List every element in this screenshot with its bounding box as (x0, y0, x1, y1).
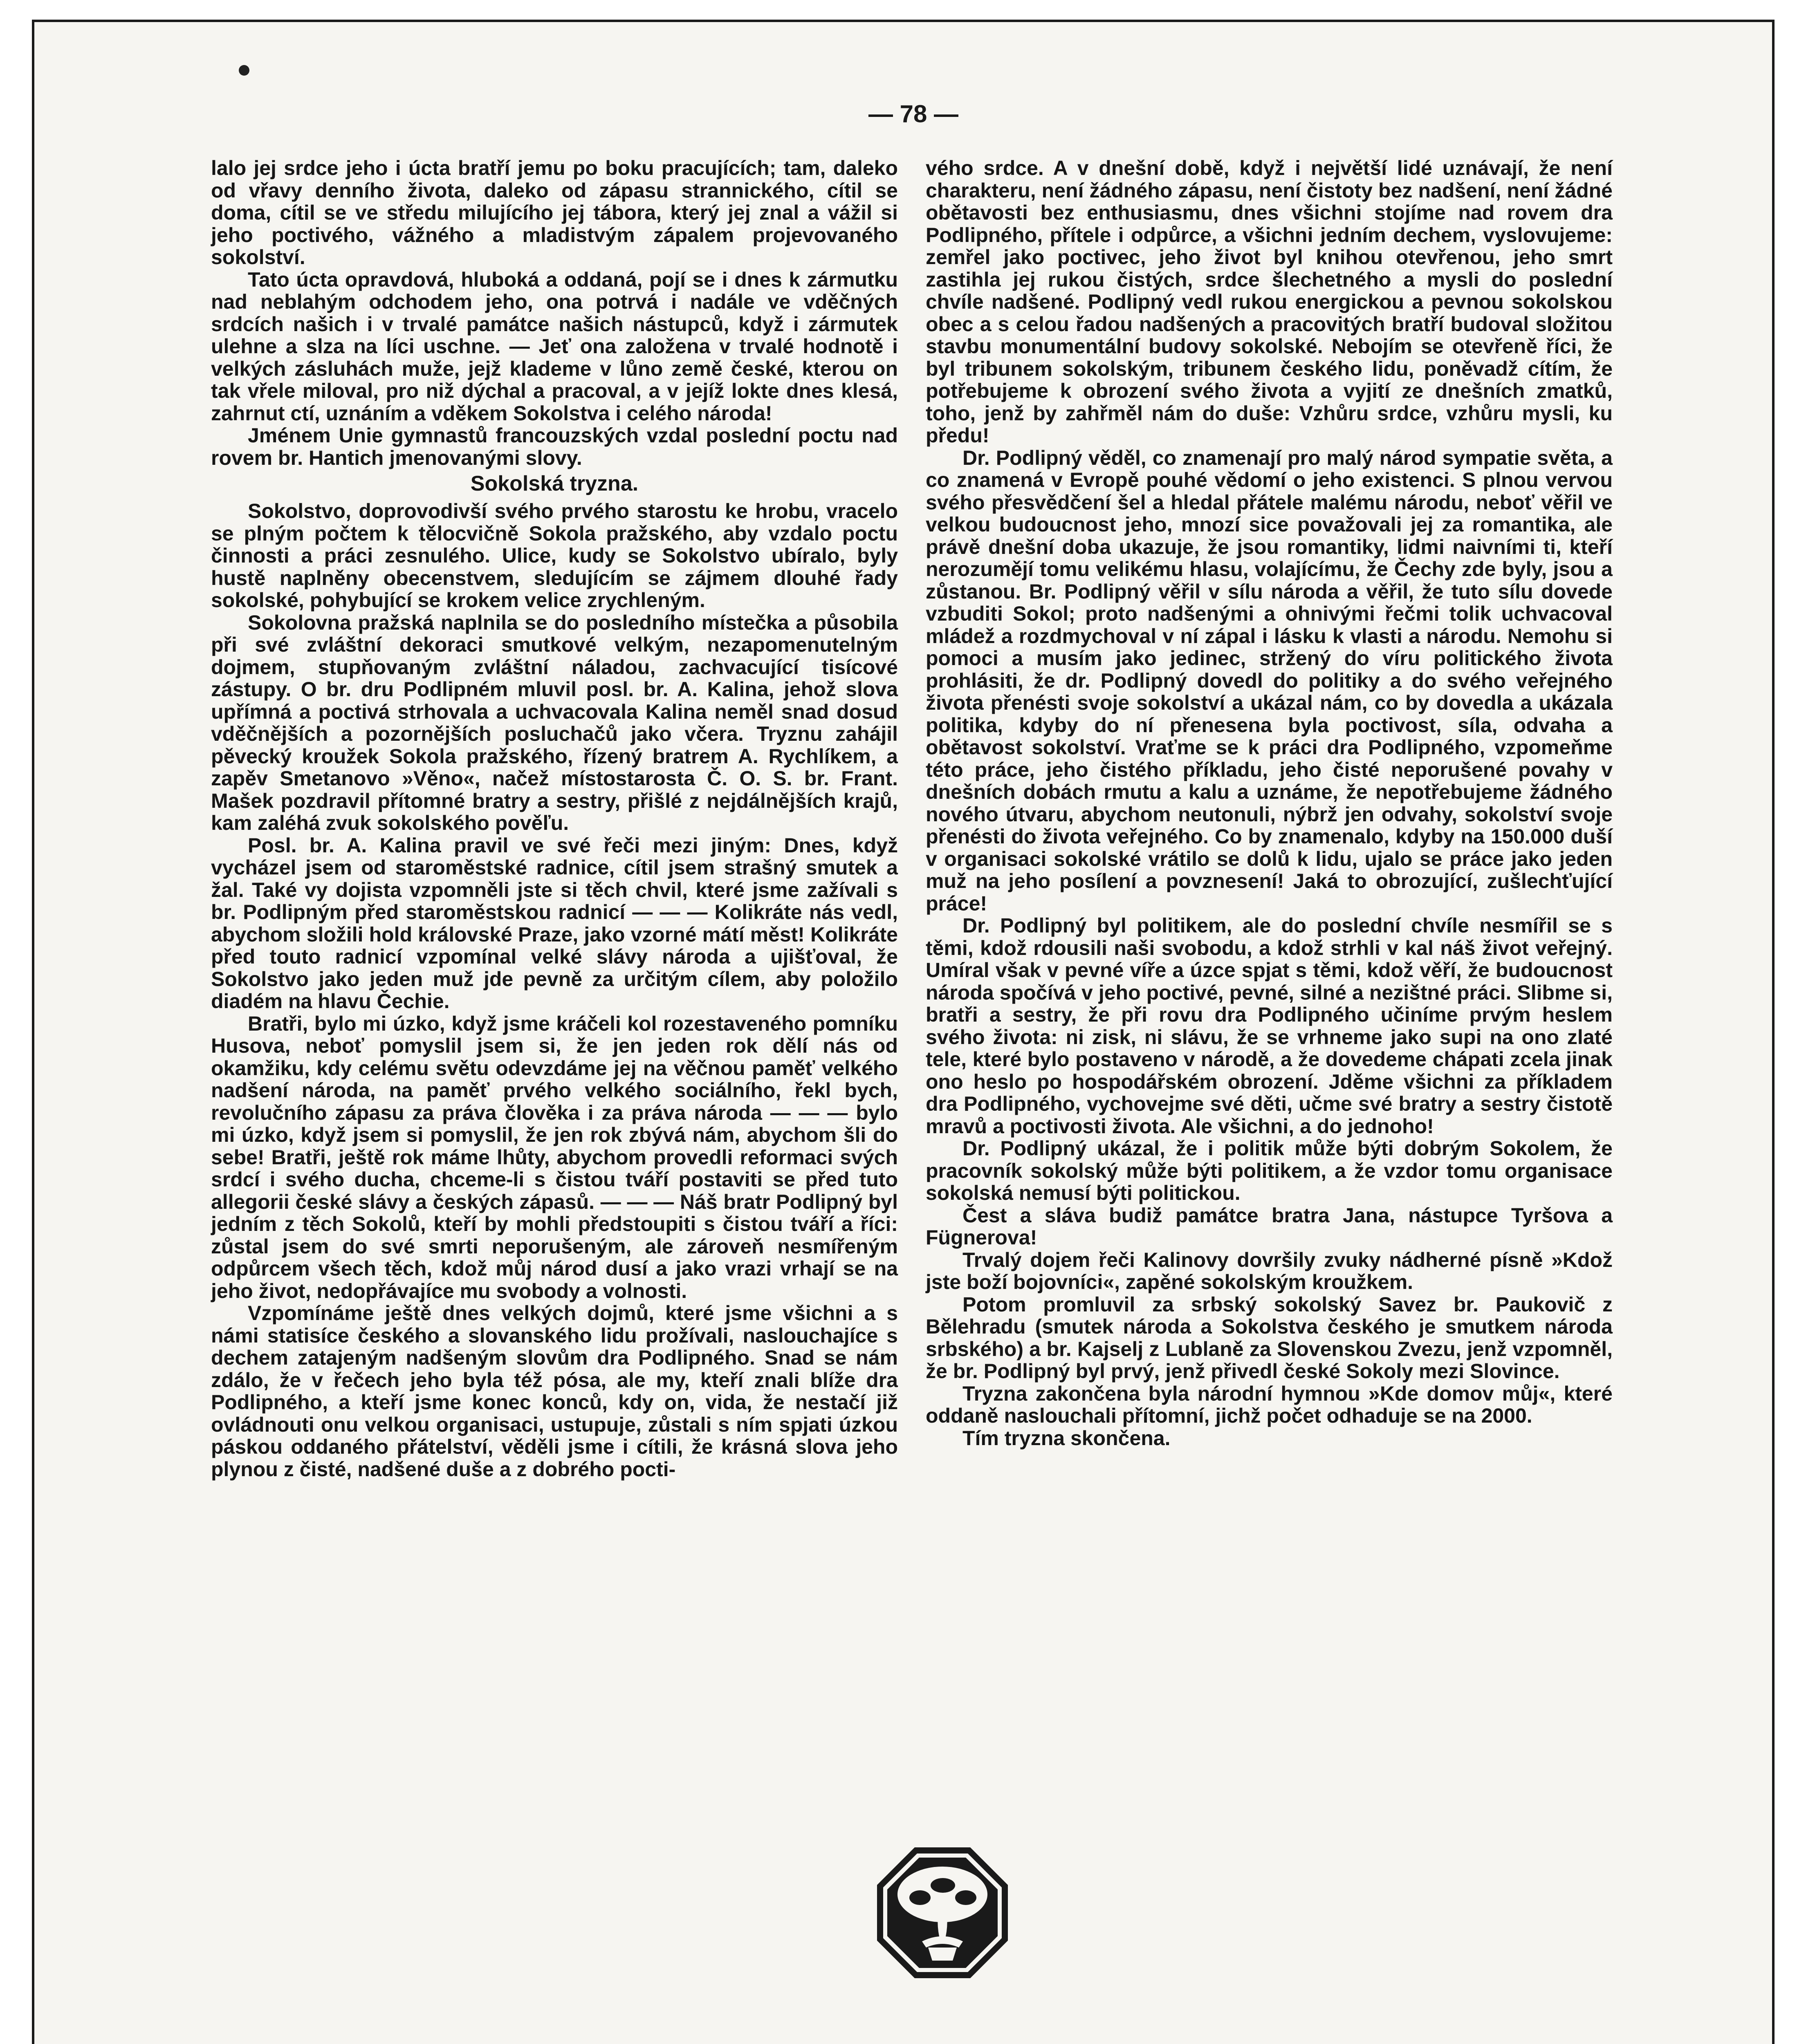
paragraph: Trvalý dojem řeči Kalinovy dovršily zvuky nádherné písně »Kdož jste boží bojovníci«, zapěné sokolským kroužkem. (926, 1248, 1613, 1293)
paragraph: lalo jej srdce jeho i úcta bratří jemu po boku pracujících; tam, daleko od vřavy denního života, daleko od zápasu strannického, cítil se doma, cítil se ve středu milujícího jej tábora, který jej znal a vážil si jeho poctivého, vážného a mladistvým zápalem projevovaného sokolství. (211, 157, 898, 269)
paragraph: Tím tryzna skončena. (962, 1426, 1171, 1450)
left-column (211, 157, 898, 1480)
right-column (926, 157, 1613, 1449)
page-number: — 78 — (868, 100, 959, 128)
paragraph: Posl. br. A. Kalina pravil ve své řeči mezi jiným: Dnes, když vycházel jsem od staroměstské radnice, cítil jsem strašný smutek a žal. Také vy dojista vzpomněli jste si těch chvil, které jsme zažívali s br. Podlipným před staroměstskou radnicí — — — Kolikráte nás vedl, abychom složili hold královské Praze, jako vzorné mátí měst! Kolikráte před touto radnicí vzpomínal velké slávy národa a ujišťoval, že Sokolstvo jako jeden muž jde pevně za určitým cílem, aby položilo diadém na hlavu Čechie. (211, 834, 898, 1013)
paragraph: Bratři, bylo mi úzko, když jsme kráčeli kol rozestaveného pomníku Husova, neboť pomyslil jsem si, že jen jeden rok dělí nás od okamžiku, kdy celému světu odevzdáme jej na věčnou paměť velkého nadšení národa, na paměť prvého velkého sociálního, řekl bych, revolučního zápasu za práva člověka i za práva národa — — — bylo mi úzko, když jsem si pomyslil, že jen rok zbývá nám, abychom šli do sebe! Bratři, ještě rok máme lhůty, abychom provedli reformaci svých srdcí i svého ducha, chceme-li s čistou tváří postaviti se před tuto allegorii české slávy a českých zápasů. — — — Náš bratr Podlipný byl jedním z těch Sokolů, kteří by mohli předstoupiti s čistou tváří a říci: zůstal jsem do své smrti neporušeným, ale zároveň nesmířeným odpůrcem všech těch, kdož můj národ dusí a jako vrazi vrhají se na jeho život, nedopřávajíce mu svobody a volnosti. (211, 1012, 898, 1302)
paragraph: Jménem Unie gymnastů francouzských vzdal poslední poctu nad rovem br. Hantich jmenovanými slovy. (211, 424, 898, 469)
scanned-page (32, 20, 1775, 2044)
paragraph: Vzpomínáme ještě dnes velkých dojmů, které jsme všichni a s námi statisíce českého a slovanského lidu prožívali, naslouchajíce s dechem zatajeným nadšeným slovům dra Podlipného. Snad se nám zdálo, že v řečech jeho byla též pósa, ale my, kteří znali blíže dra Podlipného, a kteří jsme konec konců, kdy on, vida, že nestačí již ovládnouti onu velkou organisaci, ustupuje, zůstali s ním spjati úzkou páskou oddaného přátelství, věděli jsme i cítili, že krásná slova jeho plynou z čisté, nadšené duše a z dobrého pocti- (211, 1302, 898, 1481)
paragraph: Tryzna zakončena byla národní hymnou »Kde domov můj«, které oddaně naslouchali přítomní, jichž počet odhaduje se na 2000. (926, 1382, 1613, 1427)
paragraph: vého srdce. A v dnešní době, když i největší lidé uznávají, že není charakteru, není žádného zápasu, není čistoty bez nadšení, není žádné obětavosti bez enthusiasmu, dnes všichni stojíme nad rovem dra Podlipného, přítele i odpůrce, a všichni jedním dechem, vyslovujeme: zemřel jako poctivec, jeho život byl knihou otevřenou, jeho smrt zastihla jej rukou čistých, srdce šlechetného a mysli do poslední chvíle nadšené. Podlipný vedl rukou energickou a pevnou sokolskou obec a s celou řadou nadšených a pracovitých bratří budoval složitou stavbu monumentální budovy sokolské. Nebojím se otevřeně říci, že byl tribunem sokolským, tribunem českého lidu, poněvadž cítím, že potřebujeme k obrození svého života a vyjití ze dnešních zmatků, toho, jenž by zahřměl nám do duše: Vzhůru srdce, vzhůru mysli, ku předu! (926, 157, 1613, 447)
paragraph: Potom promluvil za srbský sokolský Savez br. Paukovič z Bělehradu (smutek národa a Sokolstva českého je smutkem národa srbského) a br. Kajselj z Lublaně za Slovenskou Zvezu, jenž vzpomněl, že br. Podlipný byl prvý, jenž přivedl české Sokoly mezi Slovince. (926, 1293, 1613, 1383)
paragraph: Dr. Podlipný byl politikem, ale do poslední chvíle nesmířil se s těmi, kdož rdousili naši svobodu, a kdož strhli v kal náš život veřejný. Umíral však v pevné víře a úzce spjat s těmi, kdož věří, že budoucnost národa spočívá v jeho poctivé, pevné, silné a nezištné práci. Slibme si, bratři a sestry, že při rovu dra Podlipného učiníme prvým heslem svého života: ni zisk, ni slávu, že se vrhneme jako supi na ono zlaté tele, které bylo postaveno v národě, a že dovedeme chápati zcela jinak ono heslo po hospodářském obrození. Jděme všichni za příkladem dra Podlipného, vychovejme své děti, učme své bratry a sestry čistotě mravů a poctivosti života. Ale všichni, a do jednoho! (926, 914, 1613, 1138)
paragraph: Tato úcta opravdová, hluboká a oddaná, pojí se i dnes k zármutku nad neblahým odchodem jeho, ona potrvá i nadále ve vděčných srdcích našich i v trvalé památce našich nástupců, když i zármutek ulehne a slza na líci uschne. — Jeť ona založena v trvalé hodnotě i velkých zásluhách muže, jejž klademe v lůno země české, kterou on tak vřele miloval, pro niž dýchal a pracoval, a v jejíž lokte dnes klesá, zahrnut ctí, uznáním a vděkem Sokolstva i celého národa! (211, 268, 898, 425)
paragraph: Sokolstvo, doprovodivší svého prvého starostu ke hrobu, vracelo se plným počtem k tělocvičně Sokola pražského, aby vzdalo poctu činnosti a práci zesnulého. Ulice, kudy se Sokolstvo ubíralo, byly hustě naplněny obecenstvem, sledujícím se zájmem dlouhé řady sokolské, pohybující se krokem velice zrychleným. (211, 500, 898, 612)
section-heading: Sokolská tryzna. (470, 472, 639, 495)
paragraph: Dr. Podlipný věděl, co znamenají pro malý národ sympatie světa, a co znamená v Evropě pouhé vědomí o jeho existenci. S plnou vervou svého přesvědčení šel a hledal přátele malému národu, neboť věřil ve velkou budoucnost jeho, mnozí sice považovali jej za romantika, ale právě dnešní doba ukazuje, že jsou romantiky, lidmi naivními ti, kteří nerozumějí tomu velikému hlasu, volajícímu, že Čechy zde byly, jsou a zůstanou. Br. Podlipný věřil v sílu národa a věřil, že tuto sílu dovede vzbuditi Sokol; proto nadšenými a ohnivými řečmi tolik uchvacoval mládež a rozdmychoval v ní zápal i lásku k vlasti a národu. Nemohu si pomoci a musím jako jedinec, stržený do víru politického života prohlásiti, že dr. Podlipný dovedl do politiky a do svého veřejného života přenésti svoje sokolství a ukázal nám, co by dovedla a ukázala politika, kdyby do ní přenesena byla poctivost, síla, odvaha a obětavost sokolství. Vraťme se k práci dra Podlipného, vzpomeňme této práce, jeho čistého příkladu, jeho čisté neporušené povahy v dnešních dobách rmutu a kalu a uznáme, že nepotřebujeme žádného nového útvaru, abychom neutonuli, nýbrž jen odvahy, sokolství svoje přenésti do života veřejného. Co by znamenalo, kdyby na 150.000 duší v organisaci sokolské vrátilo se dolů k lidu, ujalo se práce jako jeden muž na jeho posílení a povznesení! Jaká to obrozující, zušlechťující práce! (926, 446, 1613, 915)
ink-dot (239, 65, 249, 76)
paragraph: Čest a sláva budiž památce bratra Jana, nástupce Tyršova a Fügnerova! (926, 1204, 1613, 1249)
paragraph: Sokolovna pražská naplnila se do posledního místečka a působila při své zvláštní dekoraci smutkové velkým, nezapomenutelným dojmem, stupňovaným zvláštní náladou, zachvacující tisícové zástupy. O br. dru Podlipném mluvil posl. br. A. Kalina, jehož slova upřímná a poctivá strhovala a uchvacovala Kalina neměl snad dosud vděčnějších a pozornějších posluchačů jako včera. Tryznu zahájil pěvecký kroužek Sokola pražského, řízený bratrem A. Rychlíkem, a zapěv Smetanovo »Věno«, načež místostarosta Č. O. S. br. Frant. Mašek pozdravil přítomné bratry a sestry, přišlé z nejdálnějších krajů, kam zaléhá zvuk sokolského pověľu. (211, 611, 898, 834)
sokol-tree-emblem-icon (875, 1845, 1010, 1980)
paragraph: Dr. Podlipný ukázal, že i politik může býti dobrým Sokolem, že pracovník sokolský může býti politikem, a že vzdor tomu organisace sokolská nemusí býti politickou. (926, 1137, 1613, 1204)
